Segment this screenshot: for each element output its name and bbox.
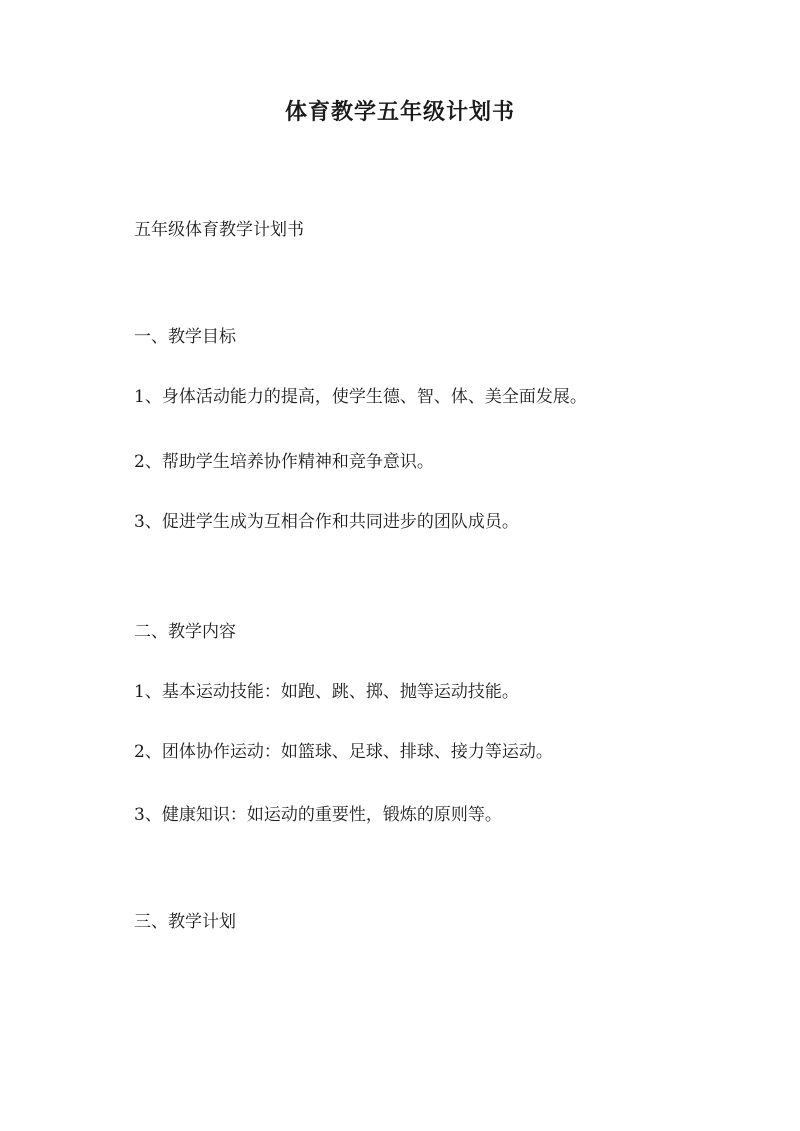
content-item-1: 1、基本运动技能：如跑、跳、掷、抛等运动技能。 — [134, 682, 519, 702]
section-heading-plan: 三、教学计划 — [134, 912, 236, 932]
objective-item-2: 2、帮助学生培养协作精神和竞争意识。 — [134, 452, 434, 472]
content-item-3: 3、健康知识：如运动的重要性，锻炼的原则等。 — [134, 805, 502, 825]
content-item-2: 2、团体协作运动：如篮球、足球、排球、接力等运动。 — [134, 742, 553, 762]
document-title: 体育教学五年级计划书 — [284, 99, 515, 125]
section-heading-content: 二、教学内容 — [134, 622, 236, 642]
objective-item-3: 3、促进学生成为互相合作和共同进步的团队成员。 — [134, 512, 519, 532]
objective-item-1: 1、身体活动能力的提高，使学生德、智、体、美全面发展。 — [134, 387, 587, 407]
section-heading-objectives: 一、教学目标 — [134, 327, 236, 347]
document-subtitle: 五年级体育教学计划书 — [134, 220, 304, 240]
